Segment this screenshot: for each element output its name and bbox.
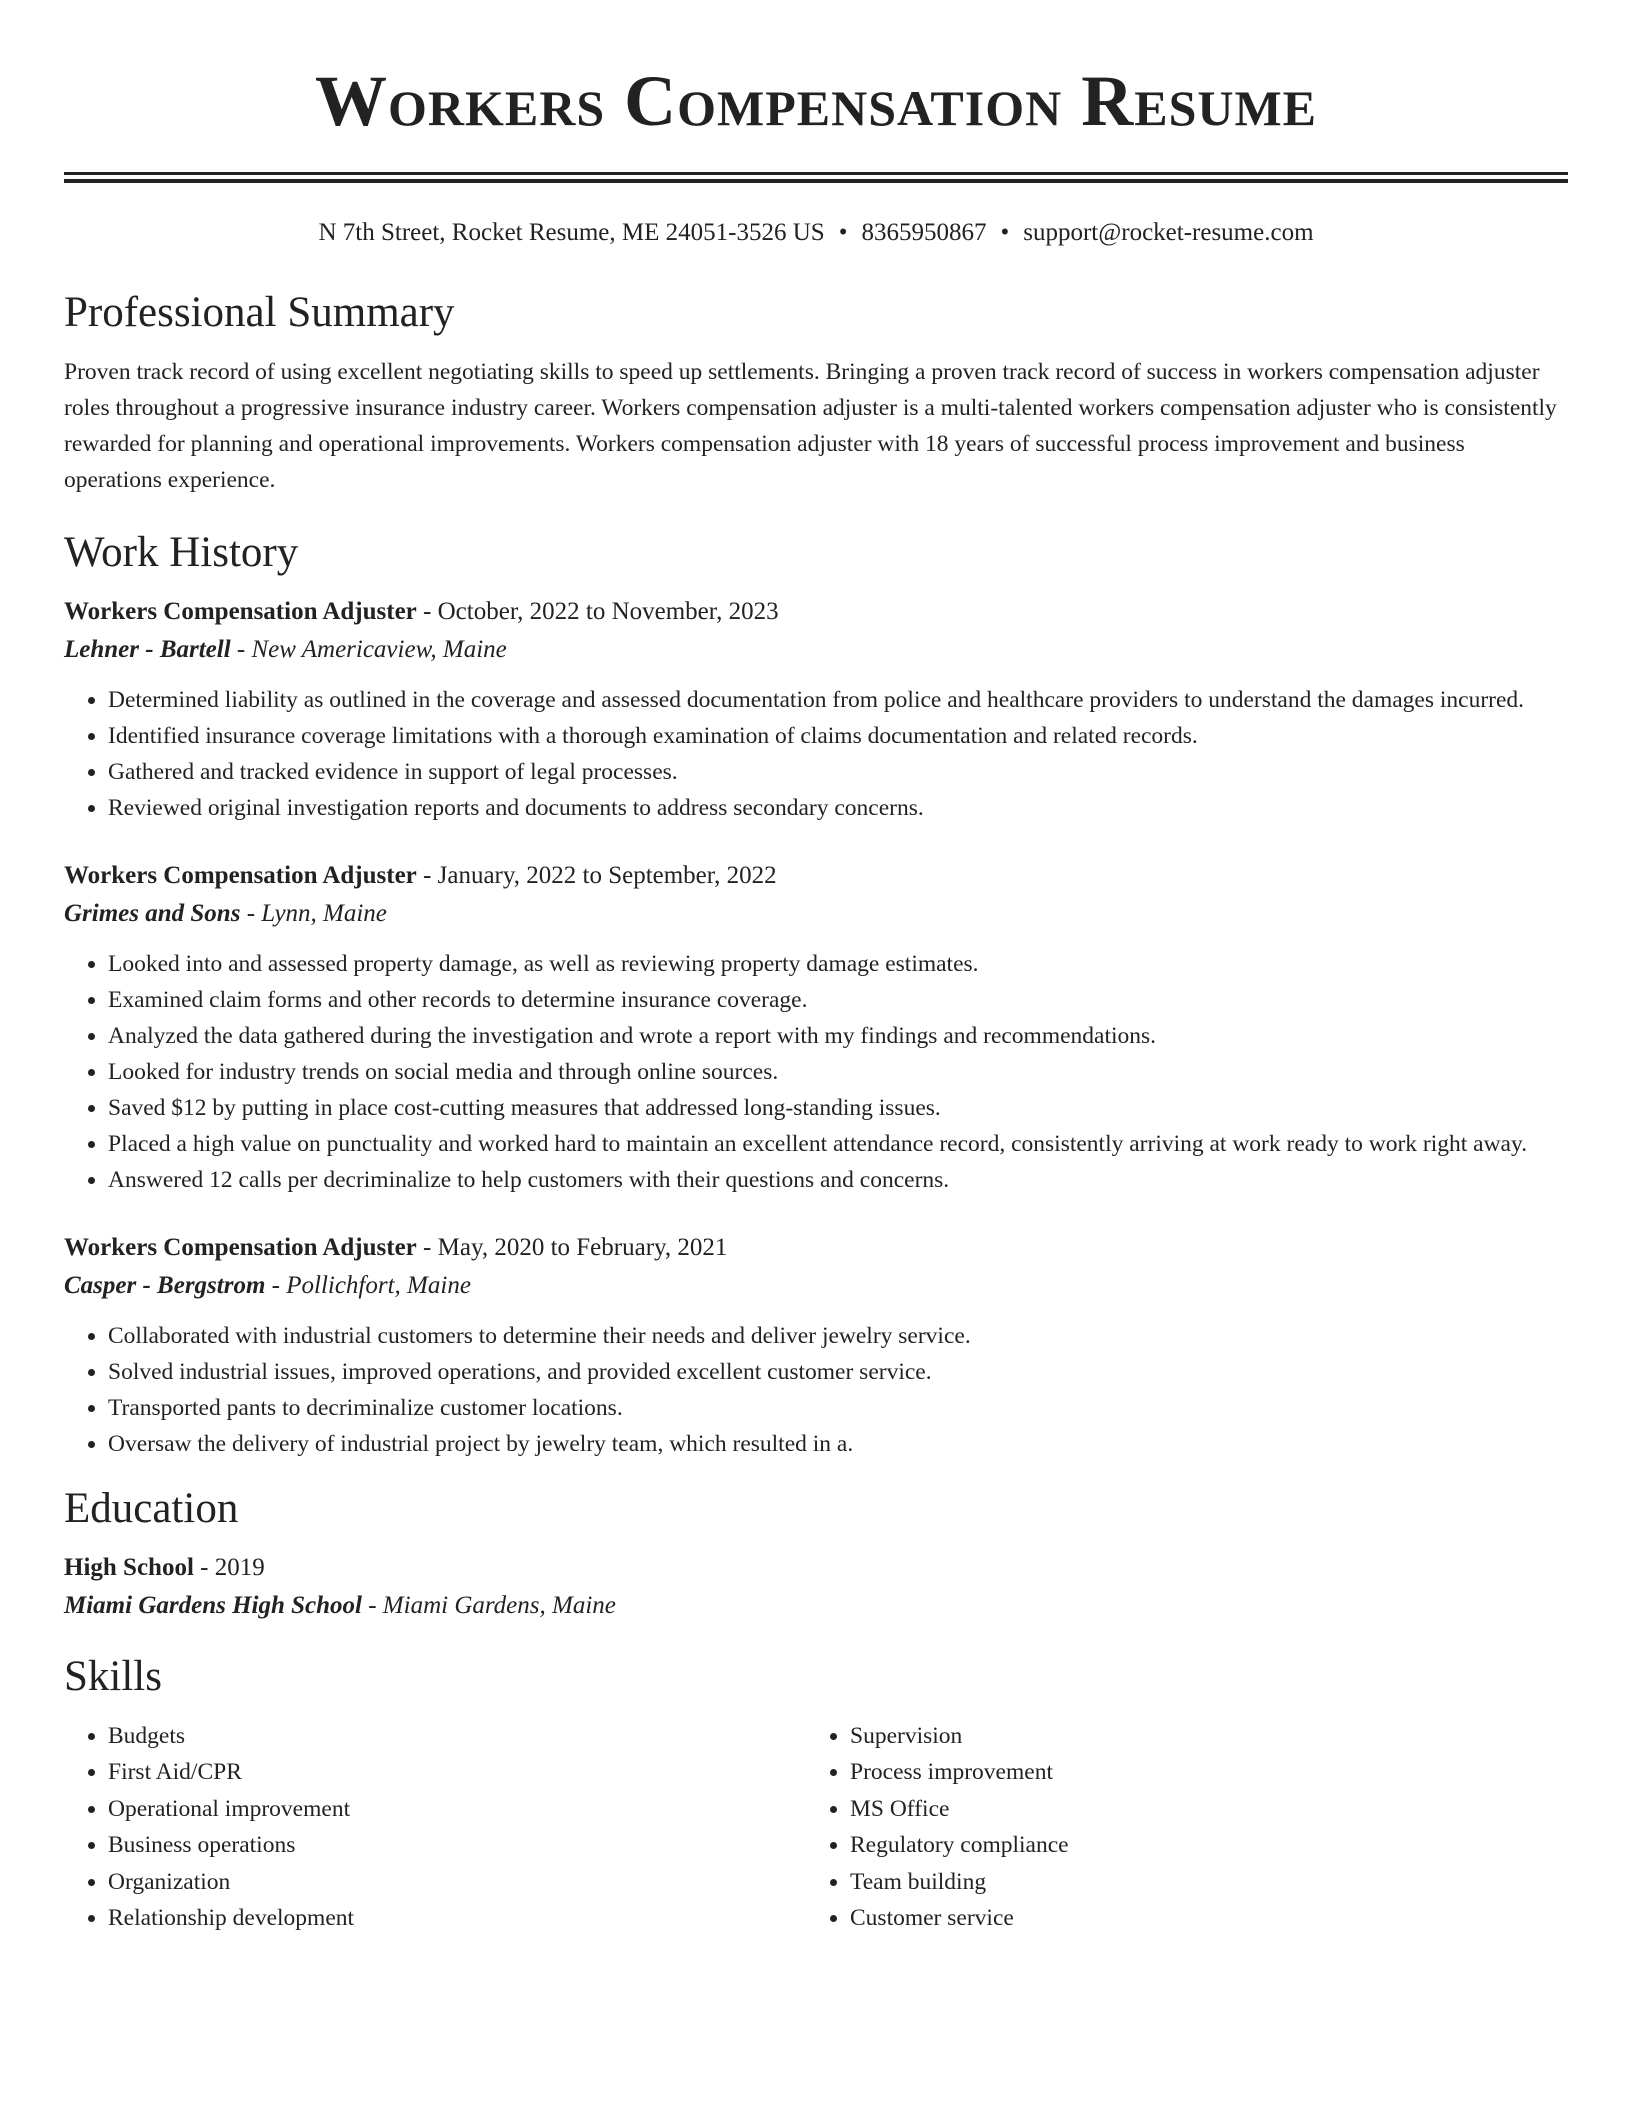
job-duty: • Answered 12 calls per decriminalize to help customers with their questions and concerns. [108, 1162, 1568, 1198]
summary-text: Proven track record of using excellent negotiating skills to speed up settlements. Bringing a proven track record of success in workers compensation adjuster roles throughout a progressive insurance industry career. Workers compensation adjuster is a multi-talented workers compensation adjuster who is consistently rewarded for planning and operational improvements. Workers compensation adjuster with 18 years of successful process improvement and business operations experience. [64, 359, 1557, 493]
school-name: Miami Gardens High School [64, 1592, 362, 1619]
work-history-heading: Work History [64, 529, 299, 576]
resume-title: Workers Compensation Resume [314, 61, 1318, 141]
job-dates: - May, 2020 to February, 2021 [416, 1234, 728, 1261]
skill-item: • Process improvement [850, 1754, 1548, 1790]
skills-section [64, 1650, 1568, 1936]
company-line [64, 896, 1568, 932]
job-duty: • Collaborated with industrial customers to determine their needs and deliver jewelry service. [108, 1318, 1568, 1354]
skill-item: • Relationship development [108, 1900, 806, 1936]
skills-grid [64, 1718, 1568, 1936]
job-dates: - January, 2022 to September, 2022 [416, 862, 777, 889]
skill-item: • Regulatory compliance [850, 1827, 1548, 1863]
contact-address: N 7th Street, Rocket Resume, ME 24051-3526 US [318, 219, 825, 246]
education-heading: Education [64, 1485, 239, 1532]
education-section [64, 1482, 1568, 1624]
skill-item: • Business operations [108, 1827, 806, 1863]
job-duties-list [64, 682, 1568, 826]
company-location: - Pollichfort, Maine [265, 1272, 471, 1299]
job-duties-list [64, 946, 1568, 1198]
job-duty: • Looked for industry trends on social media and through online sources. [108, 1054, 1568, 1090]
company-name: Grimes and Sons [64, 900, 241, 927]
job-duty: • Analyzed the data gathered during the investigation and wrote a report with my findings and recommendations. [108, 1018, 1568, 1054]
job-entry [64, 1230, 1568, 1462]
job-title: Workers Compensation Adjuster [64, 598, 417, 625]
job-title: Workers Compensation Adjuster [64, 862, 417, 889]
skill-item: • Budgets [108, 1718, 806, 1754]
skills-heading: Skills [64, 1653, 162, 1700]
skill-item: • Organization [108, 1864, 806, 1900]
job-duty: • Gathered and tracked evidence in support of legal processes. [108, 754, 1568, 790]
skill-item: • Team building [850, 1864, 1548, 1900]
graduation-year: - 2019 [193, 1554, 265, 1581]
job-duty: • Examined claim forms and other records to determine insurance coverage. [108, 982, 1568, 1018]
title-double-rule [64, 172, 1568, 183]
company-name: Lehner - Bartell [64, 636, 231, 663]
job-dates: - October, 2022 to November, 2023 [416, 598, 779, 625]
contact-line [64, 216, 1568, 250]
job-duty: • Determined liability as outlined in the coverage and assessed documentation from police and healthcare providers to understand the damages incurred. [108, 682, 1568, 718]
job-title-line [64, 858, 1568, 894]
job-title-line [64, 1230, 1568, 1266]
job-duty: • Saved $12 by putting in place cost-cutting measures that addressed long-standing issues. [108, 1090, 1568, 1126]
job-duty: • Transported pants to decriminalize customer locations. [108, 1390, 1568, 1426]
skills-column-left [64, 1718, 806, 1936]
skill-item: • First Aid/CPR [108, 1754, 806, 1790]
job-duty: • Solved industrial issues, improved operations, and provided excellent customer service. [108, 1354, 1568, 1390]
job-duty: • Identified insurance coverage limitations with a thorough examination of claims documentation and related records. [108, 718, 1568, 754]
contact-email: support@rocket-resume.com [1023, 219, 1314, 246]
company-line [64, 1268, 1568, 1304]
degree: High School [64, 1554, 194, 1581]
skills-column-right [806, 1718, 1548, 1936]
work-history-section [64, 526, 1568, 1462]
job-duties-list [64, 1318, 1568, 1462]
job-duty: • Oversaw the delivery of industrial project by jewelry team, which resulted in a. [108, 1426, 1568, 1462]
contact-phone: 8365950867 [861, 219, 987, 246]
job-duty: • Reviewed original investigation reports and documents to address secondary concerns. [108, 790, 1568, 826]
skill-item: • Supervision [850, 1718, 1548, 1754]
job-entry [64, 858, 1568, 1198]
summary-section [64, 286, 1568, 498]
skill-item: • Customer service [850, 1900, 1548, 1936]
job-title-line [64, 594, 1568, 630]
job-entry [64, 594, 1568, 826]
company-location: - Lynn, Maine [240, 900, 387, 927]
skills-list-right [806, 1718, 1548, 1936]
school-line [64, 1588, 1568, 1624]
job-duty: • Placed a high value on punctuality and worked hard to maintain an excellent attendance record, consistently arriving at work ready to work right away. [108, 1126, 1568, 1162]
degree-line [64, 1550, 1568, 1586]
skills-list-left [64, 1718, 806, 1936]
company-name: Casper - Bergstrom [64, 1272, 266, 1299]
summary-heading: Professional Summary [64, 289, 455, 336]
job-duty: • Looked into and assessed property damage, as well as reviewing property damage estimates. [108, 946, 1568, 982]
skill-item: • Operational improvement [108, 1791, 806, 1827]
skill-item: • MS Office [850, 1791, 1548, 1827]
company-line [64, 632, 1568, 668]
contact-separator: • [1000, 219, 1010, 246]
contact-separator: • [838, 219, 848, 246]
job-title: Workers Compensation Adjuster [64, 1234, 417, 1261]
company-location: - New Americaview, Maine [230, 636, 507, 663]
school-location: - Miami Gardens, Maine [361, 1592, 616, 1619]
